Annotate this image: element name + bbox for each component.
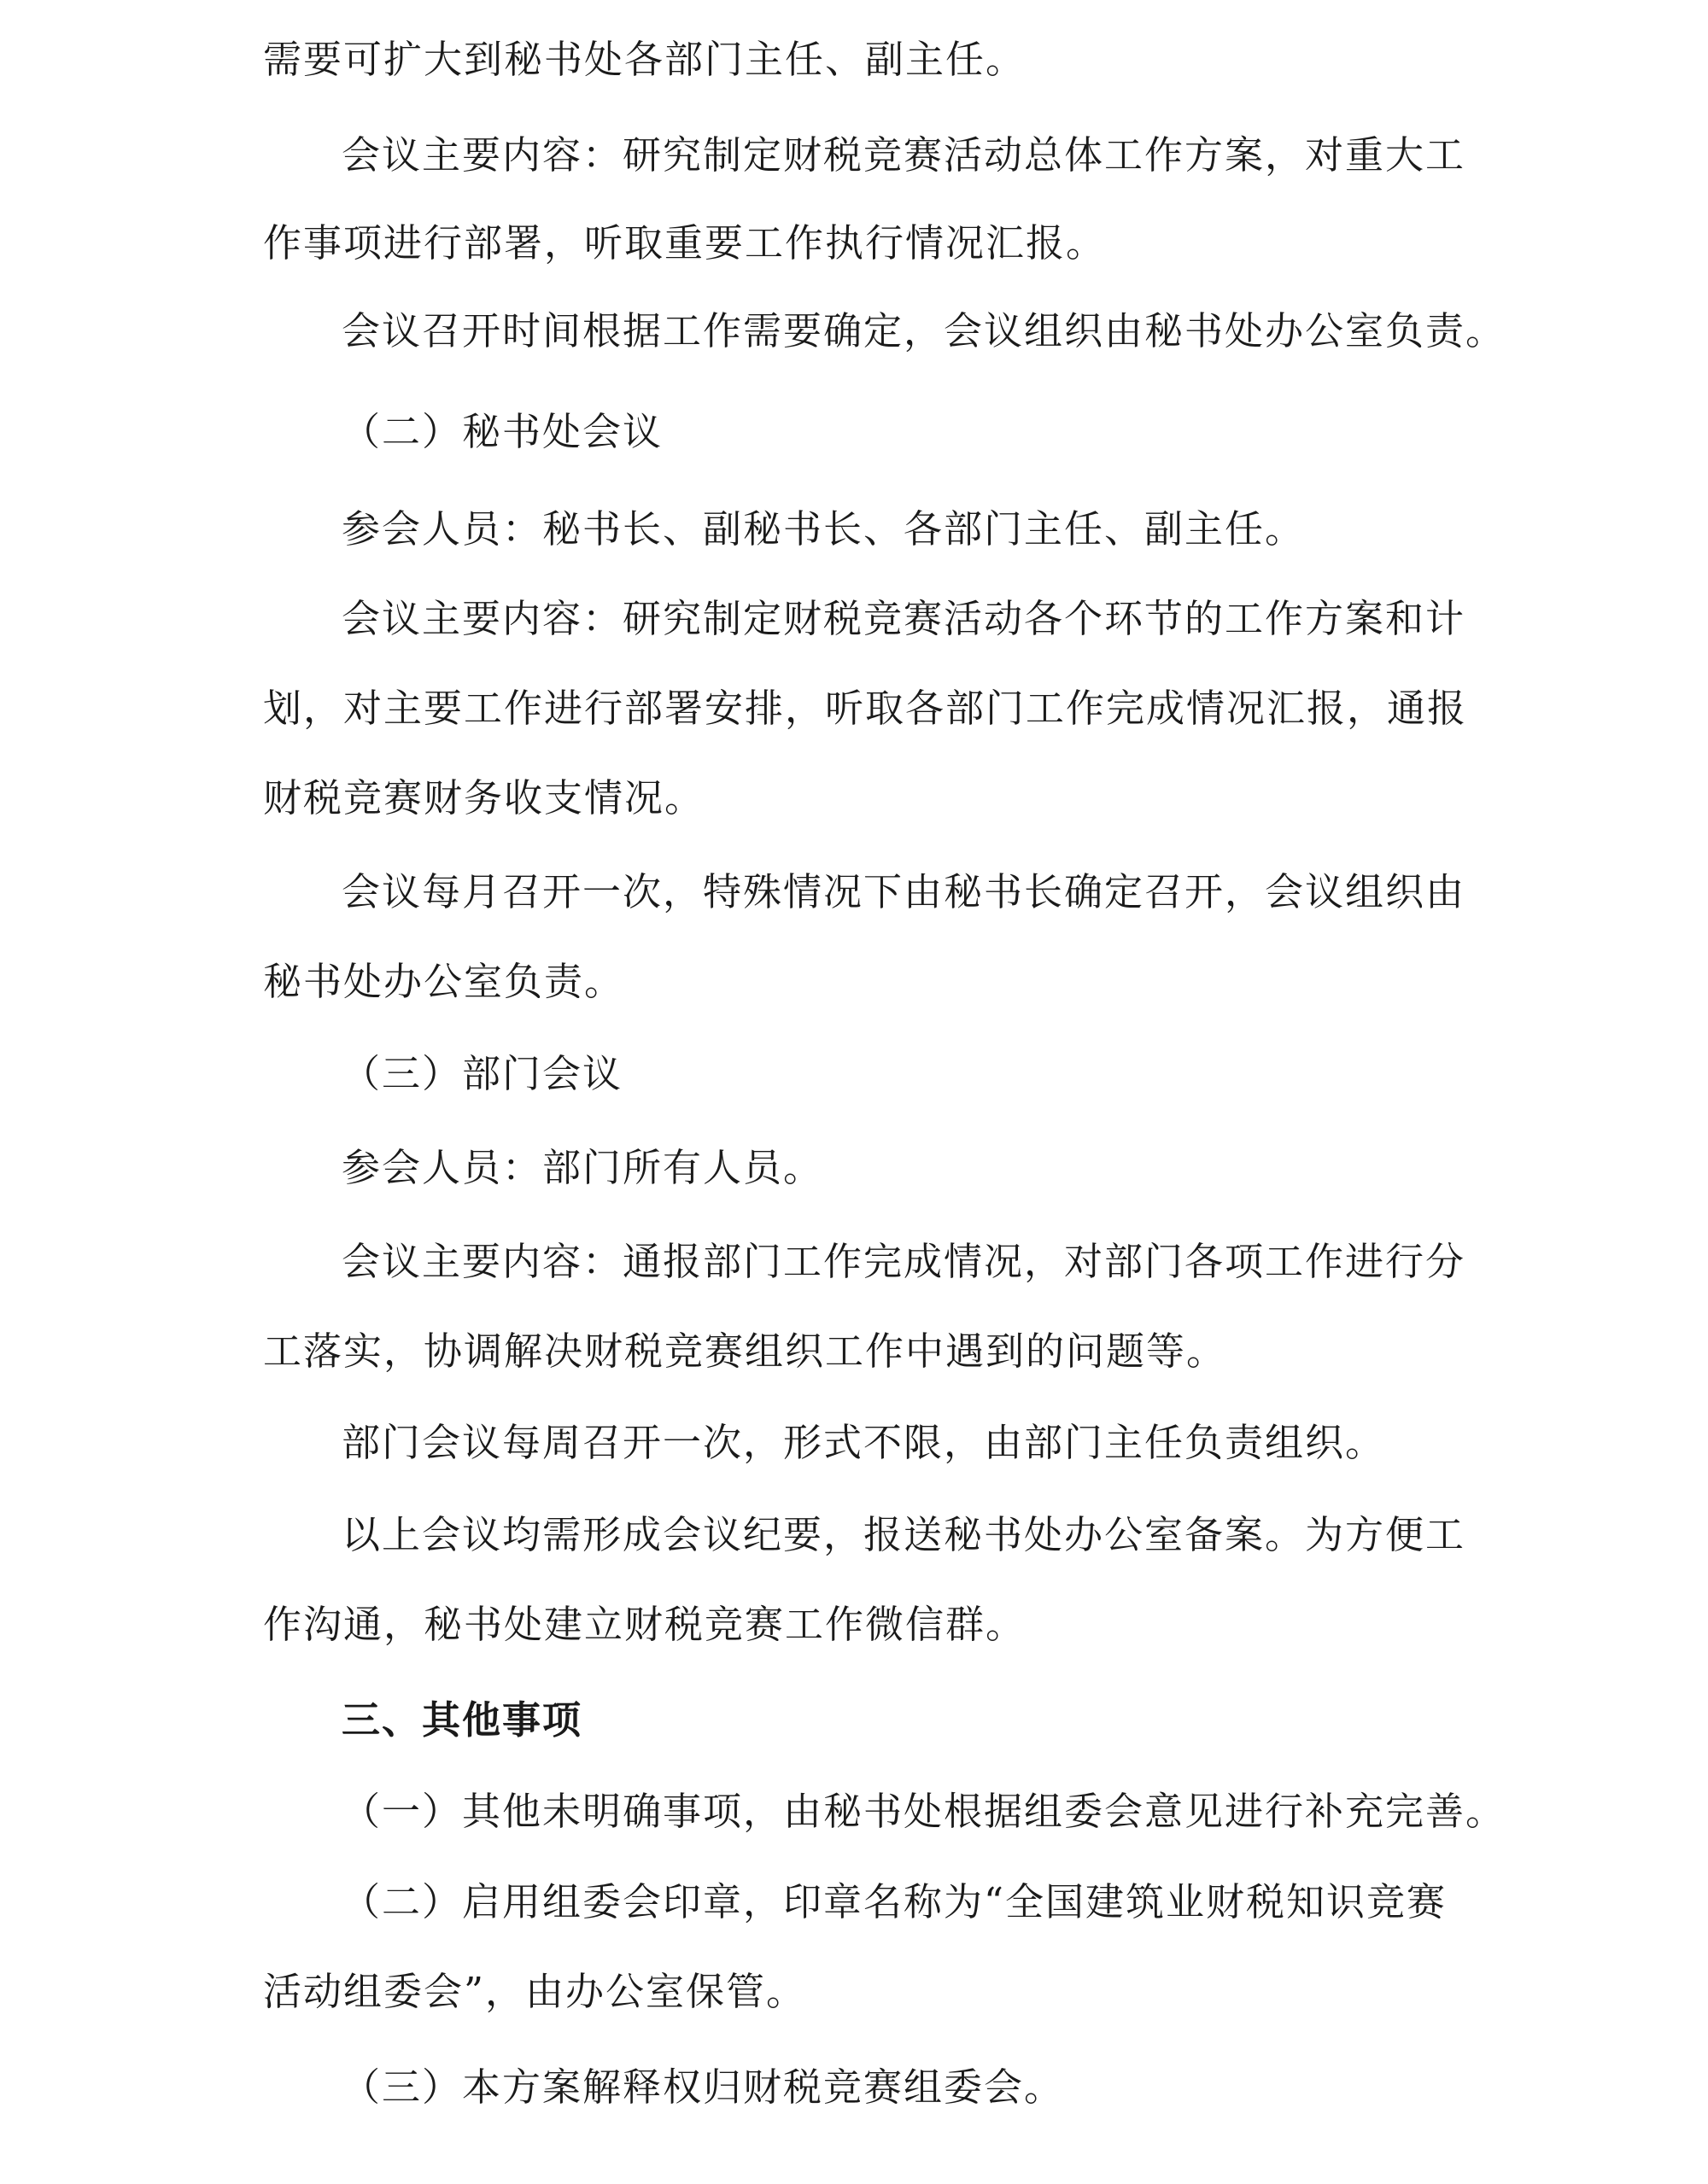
section-heading-other-matters: 三、其他事项	[342, 1697, 583, 1743]
text-line-meeting-content: 会议主要内容：研究制定财税竞赛活动各个环节的工作方案和计	[342, 596, 1466, 641]
text-line-meeting-time: 会议召开时间根据工作需要确定，会议组织由秘书处办公室负责。	[342, 308, 1506, 353]
text-line-continuation: 财税竞赛财务收支情况。	[263, 775, 705, 820]
text-line-continuation: 作事项进行部署，听取重要工作执行情况汇报。	[263, 220, 1107, 266]
subheading-department-meeting: （三）部门会议	[342, 1051, 623, 1096]
text-line-continuation: 作沟通，秘书处建立财税竞赛工作微信群。	[263, 1602, 1027, 1647]
subheading-secretariat-meeting: （二）秘书处会议	[342, 409, 664, 454]
text-line-meeting-content: 会议主要内容：通报部门工作完成情况，对部门各项工作进行分	[342, 1239, 1466, 1284]
text-line-continuation: 划，对主要工作进行部署安排，听取各部门工作完成情况汇报，通报	[263, 686, 1468, 731]
text-line-item-two: （二）启用组委会印章，印章名称为“全国建筑业财税知识竞赛	[342, 1879, 1448, 1924]
text-line-meeting-frequency: 部门会议每周召开一次，形式不限，由部门主任负责组织。	[342, 1420, 1386, 1465]
text-line-meeting-frequency: 会议每月召开一次，特殊情况下由秘书长确定召开，会议组织由	[342, 869, 1466, 914]
text-line-minutes: 以上会议均需形成会议纪要，报送秘书处办公室备案。为方便工	[342, 1512, 1466, 1557]
text-line-continuation: 秘书处办公室负责。	[263, 959, 625, 1004]
text-line-attendees: 参会人员：部门所有人员。	[342, 1145, 824, 1190]
text-line-continuation: 需要可扩大到秘书处各部门主任、副主任。	[263, 37, 1027, 82]
text-line-meeting-content: 会议主要内容：研究制定财税竞赛活动总体工作方案，对重大工	[342, 132, 1466, 178]
text-line-item-one: （一）其他未明确事项，由秘书处根据组委会意见进行补充完善。	[342, 1789, 1506, 1834]
text-line-item-three: （三）本方案解释权归财税竞赛组委会。	[342, 2064, 1065, 2110]
text-line-continuation: 活动组委会”，由办公室保管。	[263, 1969, 807, 2014]
text-line-continuation: 工落实，协调解决财税竞赛组织工作中遇到的问题等。	[263, 1329, 1227, 1374]
text-line-attendees: 参会人员：秘书长、副秘书长、各部门主任、副主任。	[342, 506, 1306, 552]
